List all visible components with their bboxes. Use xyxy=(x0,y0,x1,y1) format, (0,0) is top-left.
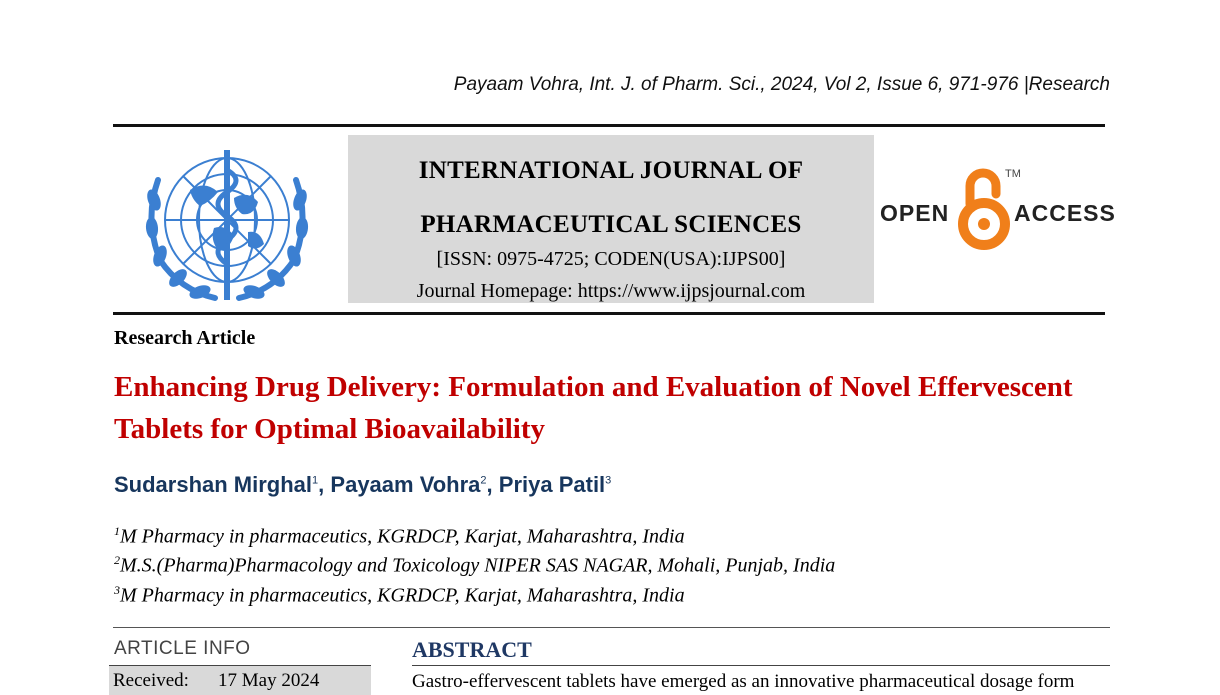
received-row xyxy=(113,670,320,692)
open-access-access: ACCESS xyxy=(1014,200,1116,226)
affiliation-text: M Pharmacy in pharmaceutics, KGRDCP, Karjat, Maharashtra, India xyxy=(120,525,685,548)
abstract-text: Gastro-effervescent tablets have emerged as an innovative pharmaceutical dosage form xyxy=(412,671,1075,692)
journal-banner xyxy=(348,135,874,303)
author-name: Priya Patil xyxy=(498,472,606,497)
affiliation-text: M.S.(Pharma)Pharmacology and Toxicology NIPER SAS NAGAR, Mohali, Punjab, India xyxy=(120,554,836,577)
author-separator: , xyxy=(486,472,499,497)
affiliation-2 xyxy=(114,553,835,578)
who-emblem-icon xyxy=(130,140,325,305)
header-rule-top xyxy=(113,124,1105,127)
open-access-open: OPEN xyxy=(880,200,950,226)
received-label: Received: xyxy=(113,670,189,691)
affiliation-text: M Pharmacy in pharmaceutics, KGRDCP, Karjat, Maharashtra, India xyxy=(120,584,685,607)
open-access-trademark: TM xyxy=(1005,168,1021,180)
author-list xyxy=(114,472,611,498)
author-affil-sup: 3 xyxy=(605,474,612,487)
affiliation-3 xyxy=(114,583,685,608)
author-affil-sup: 1 xyxy=(312,474,319,487)
author-affil-sup: 2 xyxy=(480,474,487,487)
journal-name-line1: INTERNATIONAL JOURNAL OF xyxy=(418,157,804,184)
article-type: Research Article xyxy=(114,327,256,349)
abstract-heading: ABSTRACT xyxy=(412,637,532,662)
affiliation-sup: 1 xyxy=(114,524,120,538)
running-header-citation: Payaam Vohra, Int. J. of Pharm. Sci., 2024, Vol 2, Issue 6, 971-976 |Research xyxy=(453,74,1110,95)
article-title: Enhancing Drug Delivery: Formulation and Evaluation of Novel Effervescent Tablets for Optimal Bioavailability xyxy=(114,371,1073,445)
affiliation-1 xyxy=(114,524,685,549)
author-separator: , xyxy=(318,472,331,497)
journal-homepage[interactable]: Journal Homepage: https://www.ijpsjournal.com xyxy=(416,280,806,302)
affiliation-sup: 2 xyxy=(114,553,120,567)
article-info-heading: ARTICLE INFO xyxy=(114,638,251,659)
received-date: 17 May 2024 xyxy=(218,670,320,691)
author-name: Payaam Vohra xyxy=(330,472,481,497)
abstract-rule xyxy=(412,665,1110,666)
section-divider xyxy=(113,627,1110,628)
author-name: Sudarshan Mirghal xyxy=(114,472,313,497)
open-access-lock-icon xyxy=(956,166,1012,250)
affiliation-sup: 3 xyxy=(114,583,120,597)
open-access-logo xyxy=(880,160,1116,260)
journal-name-line2: PHARMACEUTICAL SCIENCES xyxy=(420,211,802,238)
header-rule-bottom xyxy=(113,312,1105,315)
journal-issn: [ISSN: 0975-4725; CODEN(USA):IJPS00] xyxy=(436,248,786,270)
